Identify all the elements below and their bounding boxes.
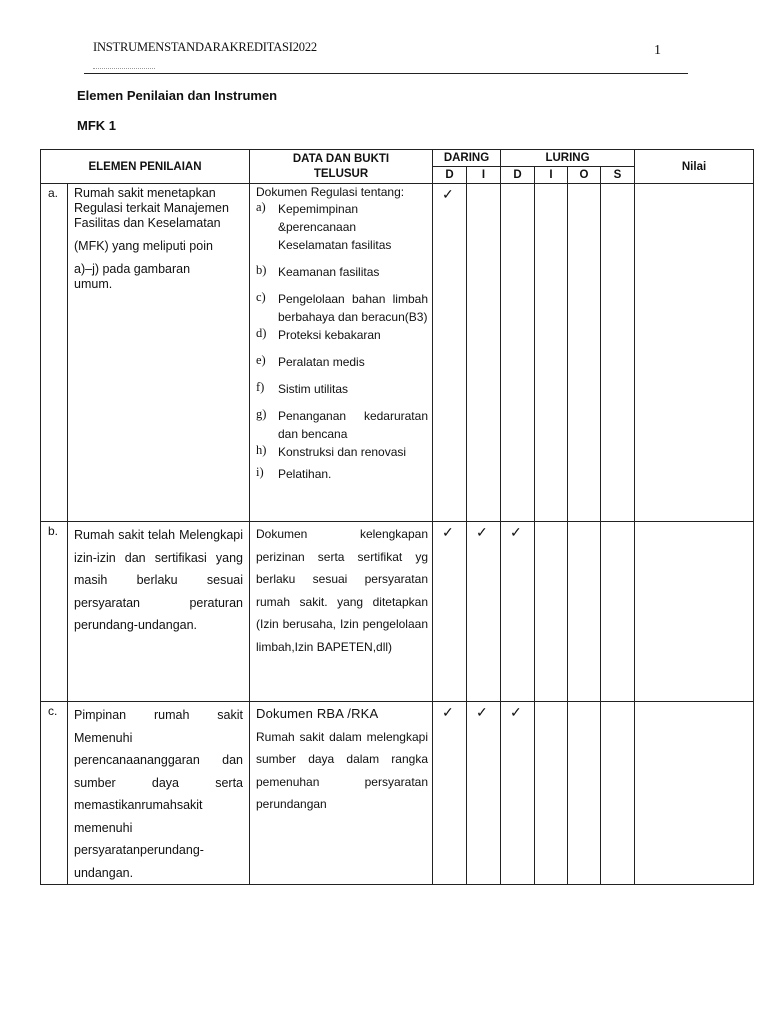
elemen-line: (MFK) yang meliputi poin	[74, 239, 213, 253]
section-subtitle: MFK 1	[77, 118, 116, 133]
header-daring: DARING	[433, 150, 501, 167]
header-luring-i: I	[535, 167, 568, 184]
header-data-line1: DATA DAN BUKTI	[292, 152, 390, 165]
list-marker: i)	[256, 465, 264, 479]
cell-nilai	[635, 184, 754, 522]
document-header-title: INSTRUMENSTANDARAKREDITASI2022	[93, 40, 317, 54]
cell-luring-s	[601, 522, 635, 702]
elemen-penilaian-cell: Rumah sakit telah Melengkapi izin-izin dan sertifikasi yang masih berlaku sesuai persyaratan peraturan perundang-undangan.	[68, 522, 250, 702]
header-faint-mark	[93, 62, 155, 69]
list-item	[256, 290, 428, 326]
table-row	[41, 702, 754, 885]
header-nilai: Nilai	[635, 150, 754, 184]
header-luring-d: D	[501, 167, 535, 184]
row-index: c.	[41, 702, 68, 885]
check-luring-d: ✓	[501, 702, 535, 885]
cell-luring-o	[568, 702, 601, 885]
page-number: 1	[654, 43, 661, 58]
cell-nilai	[635, 702, 754, 885]
cell-luring-i	[535, 702, 568, 885]
list-text: Peralatan medis	[278, 355, 365, 369]
section-title: Elemen Penilaian dan Instrumen	[77, 88, 278, 103]
cell-luring-s	[601, 702, 635, 885]
header-elemen-penilaian: ELEMEN PENILAIAN	[41, 150, 250, 184]
check-daring-i: ✓	[467, 702, 501, 885]
data-text: Rumah sakit dalam melengkapi sumber daya dalam rangka pemenuhan persyaratan perundangan	[256, 729, 428, 811]
row-index: b.	[41, 522, 68, 702]
check-daring-i: ✓	[467, 522, 501, 702]
header-luring: LURING	[501, 150, 635, 167]
elemen-line: Regulasi terkait Manajemen	[74, 201, 229, 215]
header-data-bukti	[250, 150, 433, 184]
check-daring-d: ✓	[433, 702, 467, 885]
list-text: Pelatihan.	[278, 467, 332, 481]
elemen-line: umum.	[74, 277, 113, 291]
elemen-line: a)–j) pada gambaran	[74, 262, 191, 276]
elemen-line: Fasilitas dan Keselamatan	[74, 216, 221, 230]
list-item	[256, 326, 428, 344]
header-data-line2: TELUSUR	[313, 167, 369, 180]
assessment-table	[40, 149, 754, 885]
elemen-penilaian-cell: Pimpinan rumah sakit Memenuhi perencanaananggaran dan sumber daya serta memastikanrumahsakit memenuhi persyaratanperundang-undangan.	[68, 702, 250, 885]
list-text: Konstruksi dan renovasi	[278, 445, 407, 459]
list-marker: d)	[256, 326, 267, 340]
list-text: Sistim utilitas	[278, 382, 349, 396]
list-item	[256, 353, 428, 371]
check-luring-d: ✓	[501, 522, 535, 702]
data-bukti-cell	[250, 184, 433, 522]
list-text: Keamanan fasilitas	[278, 265, 380, 279]
elemen-line: Rumah sakit menetapkan	[74, 186, 216, 200]
cell-nilai	[635, 522, 754, 702]
list-marker: c)	[256, 290, 266, 304]
header-daring-i: I	[467, 167, 501, 184]
check-daring-d: ✓	[433, 184, 467, 522]
list-text: Kepemimpinan &perencanaan Keselamatan fasilitas	[278, 202, 392, 252]
list-text: Penanganan kedaruratan dan bencana	[278, 409, 428, 441]
header-luring-s: S	[601, 167, 635, 184]
list-marker: e)	[256, 353, 266, 367]
elemen-penilaian-cell	[68, 184, 250, 522]
header-divider	[84, 73, 688, 74]
data-intro: Dokumen RBA /RKA	[256, 706, 379, 721]
cell-luring-o	[568, 184, 601, 522]
cell-daring-i	[467, 184, 501, 522]
cell-luring-o	[568, 522, 601, 702]
cell-luring-i	[535, 184, 568, 522]
list-text: Pengelolaan bahan limbah berbahaya dan beracun(B3)	[278, 292, 428, 324]
row-index: a.	[41, 184, 68, 522]
list-item	[256, 200, 428, 254]
table-row	[41, 522, 754, 702]
list-marker: h)	[256, 443, 267, 457]
data-intro: Dokumen Regulasi tentang:	[256, 185, 405, 199]
header-luring-o: O	[568, 167, 601, 184]
list-marker: g)	[256, 407, 267, 421]
data-bukti-cell	[250, 702, 433, 885]
header-daring-d: D	[433, 167, 467, 184]
check-daring-d: ✓	[433, 522, 467, 702]
list-item	[256, 443, 428, 461]
list-marker: b)	[256, 263, 267, 277]
list-marker: f)	[256, 380, 265, 394]
list-item	[256, 465, 428, 483]
table-row	[41, 184, 754, 522]
cell-luring-i	[535, 522, 568, 702]
cell-luring-s	[601, 184, 635, 522]
list-item	[256, 380, 428, 398]
list-marker: a)	[256, 200, 266, 214]
data-bukti-cell: Dokumen kelengkapan perizinan serta sertifikat yg berlaku sesuai persyaratan rumah sakit. yang ditetapkan (Izin berusaha, Izin pengelolaan limbah,Izin BAPETEN,dll)	[250, 522, 433, 702]
list-item	[256, 407, 428, 443]
cell-luring-d	[501, 184, 535, 522]
list-item	[256, 263, 428, 281]
list-text: Proteksi kebakaran	[278, 328, 381, 342]
